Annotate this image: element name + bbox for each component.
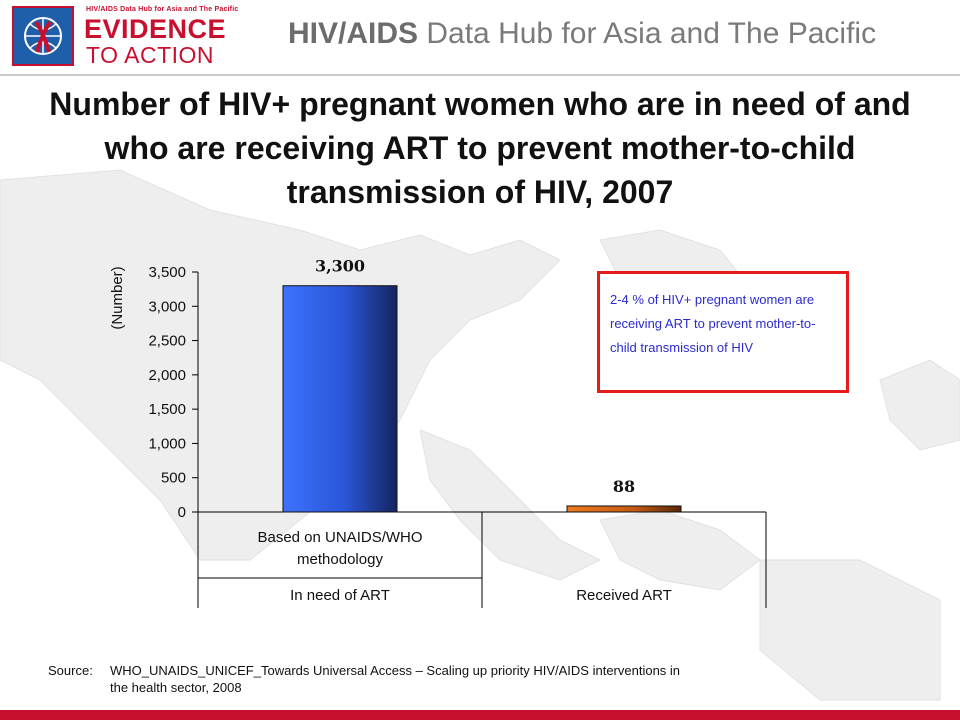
y-tick-label: 1,000	[148, 435, 186, 453]
chart-title: Number of HIV+ pregnant women who are in need of and who are receiving ART to prevent mother-to-child transmission of HIV, 2007	[49, 86, 911, 210]
y-tick-label: 2,500	[148, 332, 186, 350]
x-category-label: In need of ART	[290, 587, 390, 604]
logo-subtitle: HIV/AIDS Data Hub for Asia and The Pacific	[86, 6, 239, 13]
x-group-label-line1: Based on UNAIDS/WHO	[257, 529, 423, 546]
x-group-label-line2: methodology	[297, 551, 383, 568]
bar-value-label: 3,300	[314, 256, 366, 276]
y-tick-label: 1,500	[148, 401, 186, 419]
source-label: Source:	[48, 663, 93, 678]
bar	[567, 506, 681, 512]
bar	[283, 286, 397, 512]
source-line2: the health sector, 2008	[110, 680, 242, 695]
source-note	[48, 662, 848, 696]
y-tick-label: 3,500	[148, 264, 186, 281]
hub-title-rest: Data Hub for Asia and The Pacific	[426, 17, 877, 50]
y-tick-label: 0	[177, 504, 186, 521]
hub-title-bold: HIV/AIDS	[288, 17, 419, 50]
x-category-label: Received ART	[576, 587, 672, 604]
y-tick-label: 2,000	[148, 366, 186, 384]
footer-bar	[0, 710, 960, 720]
annotation-callout: 2-4 % of HIV+ pregnant women are receiving ART to prevent mother-to-child transmission of HIV	[597, 271, 849, 393]
logo-evidence-text: EVIDENCE	[84, 14, 227, 44]
y-axis-title: (Number)	[109, 266, 126, 330]
y-tick-label: 3,000	[148, 298, 186, 316]
y-tick-label: 500	[160, 469, 186, 487]
logo-to-action-text: TO ACTION	[86, 42, 215, 68]
source-line1: WHO_UNAIDS_UNICEF_Towards Universal Access – Scaling up priority HIV/AIDS interventions in	[110, 663, 681, 678]
bar-value-label: 88	[612, 476, 636, 496]
